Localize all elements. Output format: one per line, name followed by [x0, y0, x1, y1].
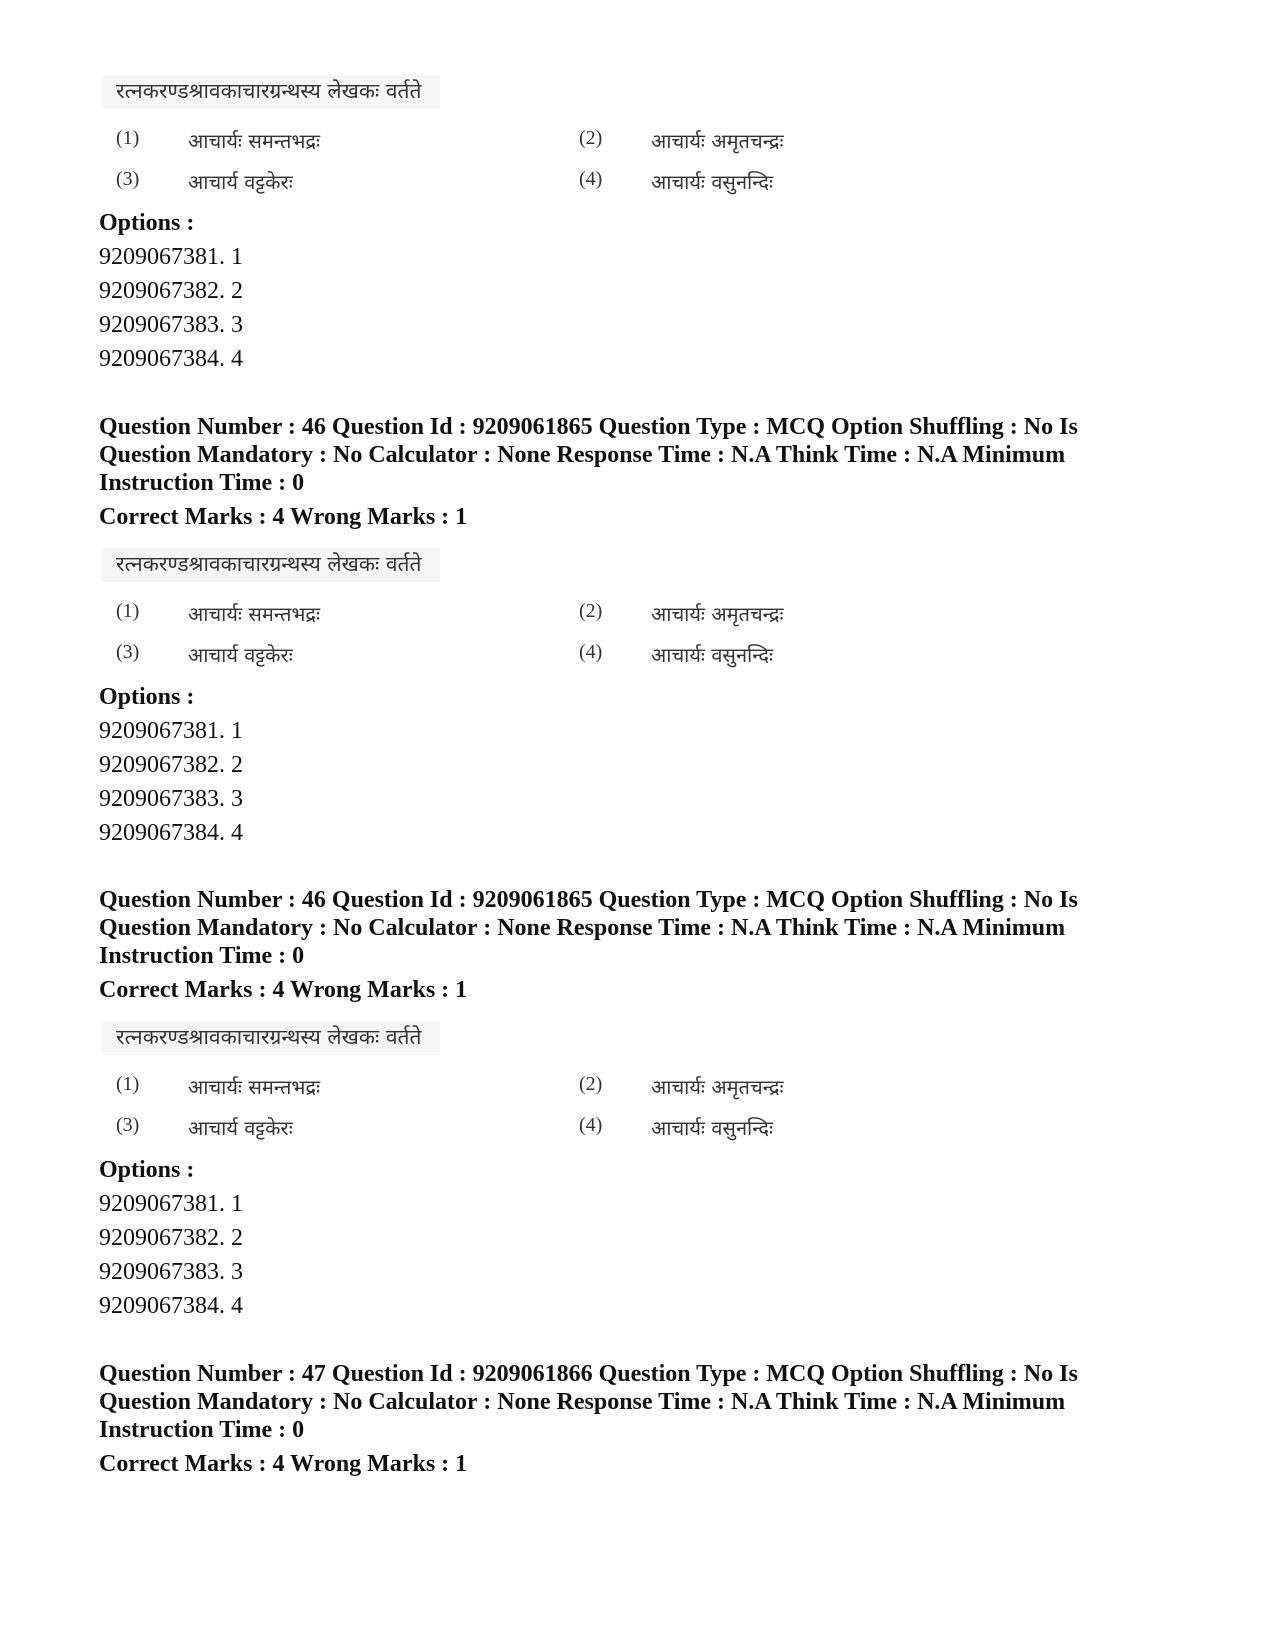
- options-label: Options :: [99, 684, 195, 710]
- choice-text: आचार्यः अमृतचन्द्रः: [651, 602, 784, 626]
- meta-line: Instruction Time : 0: [99, 943, 305, 969]
- choice-text: आचार्यः अमृतचन्द्रः: [651, 1075, 784, 1099]
- meta-line: Question Mandatory : No Calculator : None Response Time : N.A Think Time : N.A Minimum: [99, 915, 1066, 941]
- option-id: 9209067381. 1: [99, 1191, 243, 1217]
- choice-4: [579, 1114, 773, 1141]
- choice-3: [116, 1114, 293, 1141]
- choice-number: (3): [116, 1114, 140, 1136]
- question-meta: [99, 1360, 1199, 1478]
- option-id: 9209067382. 2: [99, 752, 243, 778]
- choice-text: आचार्य वट्टकेरः: [188, 170, 293, 194]
- choice-2: [579, 1073, 784, 1100]
- choice-1: [116, 1073, 320, 1100]
- options-label: Options :: [99, 1157, 195, 1183]
- option-id: 9209067384. 4: [99, 1293, 243, 1319]
- choice-number: (1): [116, 127, 140, 149]
- choice-number: (3): [116, 641, 140, 663]
- options-label: Options :: [99, 210, 195, 236]
- choice-text: आचार्यः वसुनन्दिः: [651, 170, 774, 194]
- choice-number: (1): [116, 1073, 140, 1095]
- choice-4: [579, 641, 773, 668]
- option-id: 9209067381. 1: [99, 718, 243, 744]
- choice-2: [579, 127, 784, 154]
- options-list: [99, 1153, 243, 1323]
- marks-line: Correct Marks : 4 Wrong Marks : 1: [99, 977, 468, 1003]
- choice-number: (4): [579, 168, 603, 190]
- meta-line: Question Mandatory : No Calculator : None Response Time : N.A Think Time : N.A Minimum: [99, 442, 1066, 468]
- choice-number: (2): [579, 600, 603, 622]
- question-meta: [99, 413, 1199, 531]
- options-list: [99, 206, 243, 376]
- question-stem: रत्नकरण्डश्रावकाचारग्रन्थस्य लेखकः वर्तते: [102, 1021, 440, 1055]
- choice-text: आचार्यः समन्तभद्रः: [188, 602, 321, 626]
- question-image: [98, 548, 818, 678]
- choice-text: आचार्य वट्टकेरः: [188, 1116, 293, 1140]
- option-id: 9209067382. 2: [99, 1225, 243, 1251]
- option-id: 9209067382. 2: [99, 278, 243, 304]
- choice-4: [579, 168, 773, 195]
- meta-line: Instruction Time : 0: [99, 1417, 305, 1443]
- option-id: 9209067384. 4: [99, 820, 243, 846]
- choice-text: आचार्यः वसुनन्दिः: [651, 643, 774, 667]
- option-id: 9209067383. 3: [99, 1259, 243, 1285]
- choice-text: आचार्य वट्टकेरः: [188, 643, 293, 667]
- option-id: 9209067384. 4: [99, 346, 243, 372]
- meta-line: Question Number : 46 Question Id : 9209061865 Question Type : MCQ Option Shuffling : No Is: [99, 414, 1078, 440]
- choice-3: [116, 168, 293, 195]
- choice-number: (4): [579, 641, 603, 663]
- meta-line: Question Number : 46 Question Id : 9209061865 Question Type : MCQ Option Shuffling : No Is: [99, 887, 1078, 913]
- question-stem: रत्नकरण्डश्रावकाचारग्रन्थस्य लेखकः वर्तते: [102, 548, 440, 582]
- choice-2: [579, 600, 784, 627]
- question-meta: [99, 886, 1199, 1004]
- meta-line: Instruction Time : 0: [99, 470, 305, 496]
- options-list: [99, 680, 243, 850]
- option-id: 9209067381. 1: [99, 244, 243, 270]
- question-stem: रत्नकरण्डश्रावकाचारग्रन्थस्य लेखकः वर्तते: [102, 75, 440, 109]
- marks-line: Correct Marks : 4 Wrong Marks : 1: [99, 504, 468, 530]
- choice-1: [116, 127, 320, 154]
- choice-1: [116, 600, 320, 627]
- option-id: 9209067383. 3: [99, 312, 243, 338]
- choice-number: (2): [579, 127, 603, 149]
- meta-line: Question Number : 47 Question Id : 9209061866 Question Type : MCQ Option Shuffling : No Is: [99, 1361, 1078, 1387]
- choice-text: आचार्यः समन्तभद्रः: [188, 1075, 321, 1099]
- choice-number: (2): [579, 1073, 603, 1095]
- question-image: [98, 75, 818, 205]
- option-id: 9209067383. 3: [99, 786, 243, 812]
- choice-number: (1): [116, 600, 140, 622]
- choice-text: आचार्यः अमृतचन्द्रः: [651, 129, 784, 153]
- choice-text: आचार्यः समन्तभद्रः: [188, 129, 321, 153]
- choice-number: (3): [116, 168, 140, 190]
- choice-text: आचार्यः वसुनन्दिः: [651, 1116, 774, 1140]
- meta-line: Question Mandatory : No Calculator : None Response Time : N.A Think Time : N.A Minimum: [99, 1389, 1066, 1415]
- question-image: [98, 1021, 818, 1151]
- choice-number: (4): [579, 1114, 603, 1136]
- marks-line: Correct Marks : 4 Wrong Marks : 1: [99, 1451, 468, 1477]
- choice-3: [116, 641, 293, 668]
